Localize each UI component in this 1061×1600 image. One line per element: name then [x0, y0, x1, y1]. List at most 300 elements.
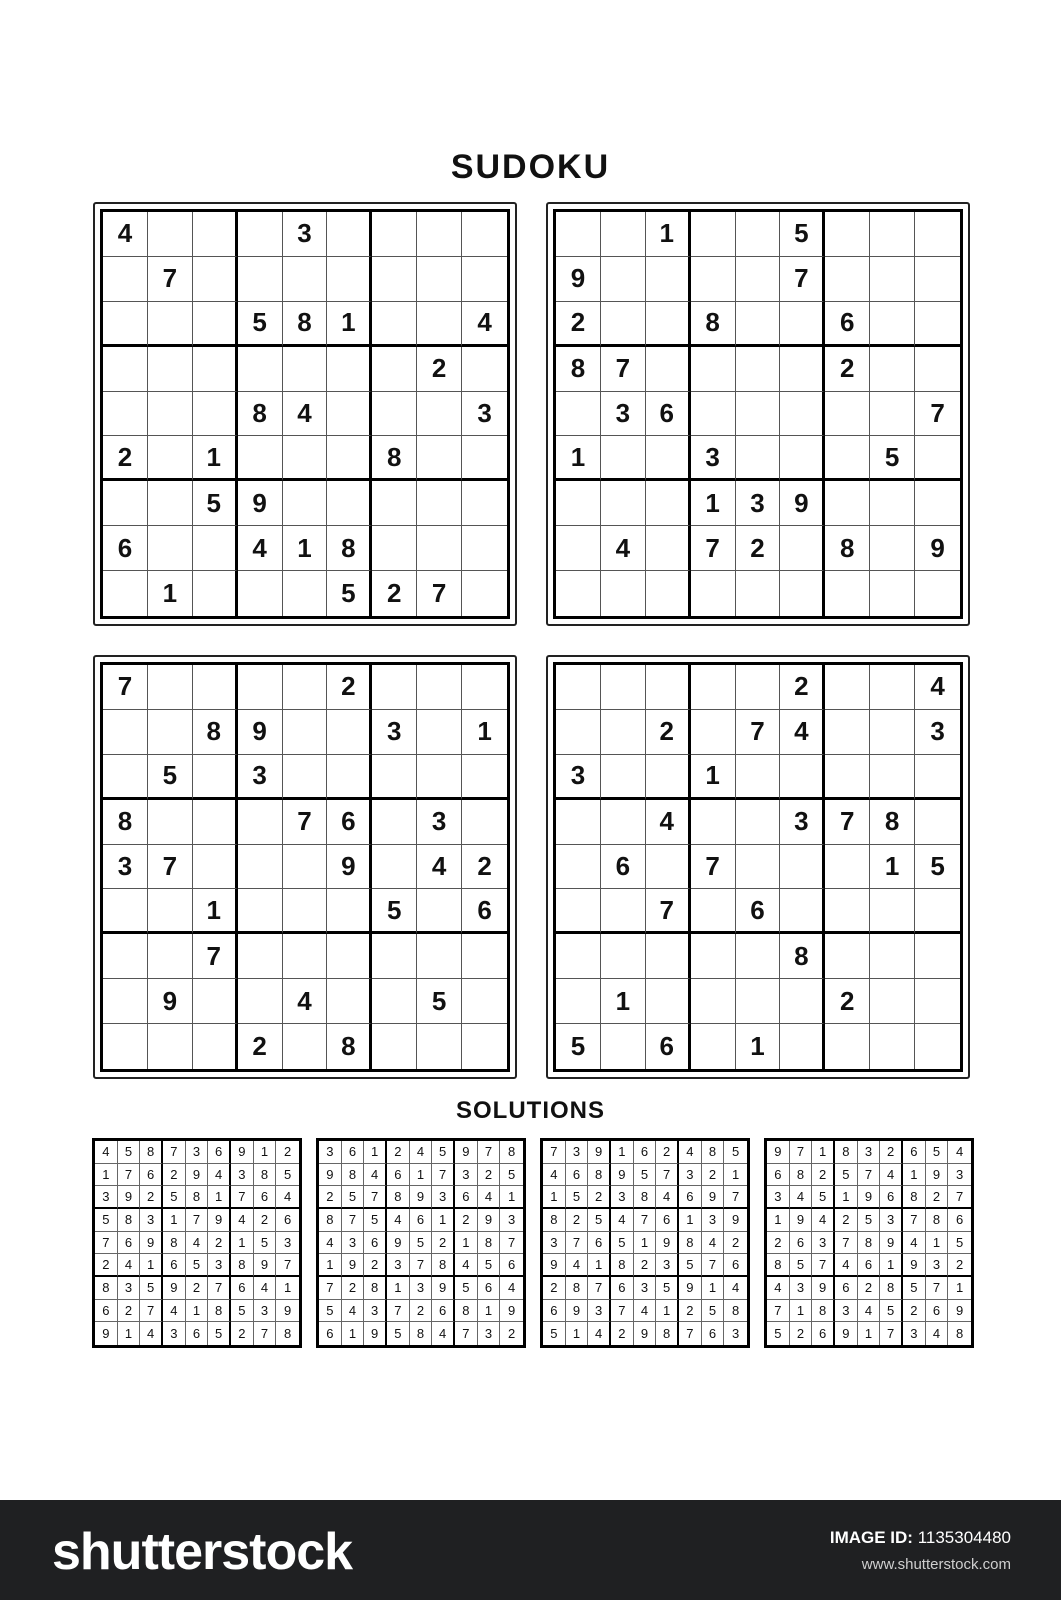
puzzle-cell — [915, 436, 960, 481]
puzzle-cell: 4 — [601, 526, 646, 571]
puzzle-cell — [148, 710, 193, 755]
puzzle-cell: 2 — [417, 347, 462, 392]
puzzle-cell — [148, 934, 193, 979]
solution-cell: 4 — [634, 1300, 657, 1323]
solution-cell: 5 — [410, 1232, 433, 1255]
solution-cell: 4 — [611, 1209, 634, 1232]
puzzle-cell — [103, 755, 148, 800]
puzzle-cell — [462, 481, 507, 526]
puzzle-cell — [462, 436, 507, 481]
solution-cell: 7 — [478, 1141, 501, 1164]
solution-cell: 5 — [812, 1186, 835, 1209]
puzzle-cell — [780, 347, 825, 392]
puzzle-cell — [283, 755, 328, 800]
solution-cell: 4 — [702, 1232, 725, 1255]
solution-cell: 4 — [858, 1300, 881, 1323]
puzzle-cell — [915, 257, 960, 302]
puzzle-cell — [825, 710, 870, 755]
solution-cell: 3 — [364, 1300, 387, 1323]
puzzle-cell — [193, 257, 238, 302]
puzzle-cell: 8 — [870, 800, 915, 845]
solution-cell: 6 — [455, 1186, 478, 1209]
solution-cell: 7 — [611, 1300, 634, 1323]
puzzle-cell — [556, 845, 601, 890]
puzzle-cell — [417, 257, 462, 302]
puzzle-cell: 8 — [283, 302, 328, 347]
solution-cell: 4 — [455, 1254, 478, 1277]
solution-cell: 2 — [508, 1326, 516, 1342]
puzzle-cell: 7 — [780, 257, 825, 302]
solution-cell: 7 — [319, 1277, 342, 1300]
puzzle-cell: 8 — [327, 1024, 372, 1069]
puzzle-grid — [100, 209, 510, 619]
solution-cell: 4 — [588, 1322, 611, 1345]
solution-cell: 3 — [611, 1186, 634, 1209]
puzzle-cell — [103, 934, 148, 979]
solution-cell: 1 — [387, 1277, 410, 1300]
solution-cell: 3 — [208, 1254, 231, 1277]
solution-cell: 1 — [432, 1209, 455, 1232]
puzzle-cell: 8 — [372, 436, 417, 481]
puzzle-cell: 9 — [780, 481, 825, 526]
puzzle-cell — [462, 526, 507, 571]
solution-cell: 3 — [478, 1322, 501, 1345]
solution-cell: 3 — [500, 1209, 523, 1232]
puzzle-cell: 8 — [238, 392, 283, 437]
solution-cell: 5 — [880, 1300, 903, 1323]
solution-cell: 5 — [835, 1164, 858, 1187]
solution-cell: 2 — [432, 1232, 455, 1255]
solution-cell: 5 — [163, 1186, 186, 1209]
puzzle-cell: 2 — [238, 1024, 283, 1069]
puzzle-cell — [870, 212, 915, 257]
puzzle-cell: 3 — [601, 392, 646, 437]
solution-cell: 7 — [140, 1300, 163, 1323]
solution-cell: 6 — [634, 1141, 657, 1164]
puzzle-cell — [825, 1024, 870, 1069]
solution-cell: 4 — [903, 1232, 926, 1255]
page-title: SUDOKU — [450, 148, 611, 186]
puzzle-cell — [556, 571, 601, 616]
solution-cell: 6 — [387, 1164, 410, 1187]
puzzle-cell: 1 — [736, 1024, 781, 1069]
solution-cell: 1 — [812, 1141, 835, 1164]
puzzle-cell — [691, 665, 736, 710]
puzzle-cell — [193, 571, 238, 616]
solution-cell: 7 — [364, 1186, 387, 1209]
solution-cell: 4 — [679, 1141, 702, 1164]
solution-cell: 6 — [500, 1254, 523, 1277]
solution-cell: 5 — [948, 1232, 971, 1255]
solution-cell: 6 — [543, 1300, 566, 1323]
puzzle-cell — [238, 934, 283, 979]
puzzle-cell: 3 — [691, 436, 736, 481]
puzzle-cell: 5 — [238, 302, 283, 347]
puzzle-cell — [193, 392, 238, 437]
solution-cell: 5 — [455, 1277, 478, 1300]
puzzle-cell — [327, 710, 372, 755]
puzzle-cell — [870, 526, 915, 571]
puzzle-cell — [372, 302, 417, 347]
solution-cell: 4 — [140, 1322, 163, 1345]
solution-cell: 6 — [186, 1322, 209, 1345]
solution-cell: 8 — [767, 1254, 790, 1277]
puzzle-cell — [372, 257, 417, 302]
puzzle-cell — [372, 392, 417, 437]
solution-cell: 8 — [566, 1277, 589, 1300]
puzzle-cell: 3 — [238, 755, 283, 800]
solution-cell: 2 — [656, 1141, 679, 1164]
solution-cell: 3 — [732, 1326, 740, 1342]
puzzle-cell: 3 — [736, 481, 781, 526]
solution-grid-3 — [540, 1138, 750, 1348]
puzzle-cell — [825, 212, 870, 257]
puzzle-cell — [556, 481, 601, 526]
puzzle-cell — [103, 302, 148, 347]
puzzle-cell: 3 — [103, 845, 148, 890]
puzzle-cell: 4 — [283, 979, 328, 1024]
solution-cell: 2 — [319, 1186, 342, 1209]
puzzle-cell — [283, 665, 328, 710]
solution-cell: 4 — [208, 1164, 231, 1187]
puzzle-cell — [601, 257, 646, 302]
solution-cell: 7 — [702, 1254, 725, 1277]
puzzle-cell — [327, 755, 372, 800]
puzzle-cell — [462, 665, 507, 710]
puzzle-cell — [736, 571, 781, 616]
solution-cell: 8 — [163, 1232, 186, 1255]
puzzle-cell — [327, 979, 372, 1024]
solution-cell: 7 — [208, 1277, 231, 1300]
solution-cell: 5 — [319, 1300, 342, 1323]
puzzle-cell — [327, 257, 372, 302]
solution-cell: 6 — [880, 1186, 903, 1209]
puzzle-cell — [691, 257, 736, 302]
puzzle-cell — [780, 571, 825, 616]
solution-cell: 4 — [276, 1186, 299, 1209]
puzzle-cell — [646, 755, 691, 800]
puzzle-cell — [870, 1024, 915, 1069]
puzzle-cell: 3 — [372, 710, 417, 755]
solution-cell: 6 — [478, 1277, 501, 1300]
solution-cell: 9 — [656, 1232, 679, 1255]
solution-cell: 7 — [767, 1300, 790, 1323]
solution-cell: 5 — [724, 1141, 747, 1164]
solution-cell: 5 — [254, 1232, 277, 1255]
solution-cell: 4 — [118, 1254, 141, 1277]
solution-cell: 8 — [284, 1326, 292, 1342]
solution-cell: 8 — [790, 1164, 813, 1187]
puzzle-cell — [372, 755, 417, 800]
puzzle-cell — [825, 257, 870, 302]
solution-cell: 8 — [903, 1186, 926, 1209]
solution-cell: 6 — [926, 1300, 949, 1323]
solution-cell: 5 — [342, 1186, 365, 1209]
solution-cell: 2 — [543, 1277, 566, 1300]
puzzle-cell: 7 — [736, 710, 781, 755]
solution-cell: 8 — [702, 1141, 725, 1164]
solution-cell: 6 — [812, 1322, 835, 1345]
solution-cell: 9 — [208, 1209, 231, 1232]
solution-cell: 6 — [231, 1277, 254, 1300]
solution-cell: 8 — [455, 1300, 478, 1323]
solution-cell: 5 — [208, 1322, 231, 1345]
solution-cell: 2 — [140, 1186, 163, 1209]
puzzle-cell: 9 — [915, 526, 960, 571]
puzzle-cell — [691, 934, 736, 979]
puzzle-cell — [462, 979, 507, 1024]
puzzle-cell — [103, 481, 148, 526]
puzzle-cell — [691, 347, 736, 392]
puzzle-cell — [691, 212, 736, 257]
solution-cell: 3 — [835, 1300, 858, 1323]
puzzle-cell — [780, 889, 825, 934]
puzzle-cell: 5 — [915, 845, 960, 890]
solution-cell: 1 — [926, 1232, 949, 1255]
solution-cell: 1 — [455, 1232, 478, 1255]
solution-cell: 2 — [880, 1141, 903, 1164]
solution-cell: 7 — [724, 1186, 747, 1209]
puzzle-cell — [417, 481, 462, 526]
puzzle-cell — [646, 347, 691, 392]
solution-cell: 5 — [231, 1300, 254, 1323]
puzzle-cell: 2 — [736, 526, 781, 571]
solution-cell: 9 — [186, 1164, 209, 1187]
solution-cell: 3 — [95, 1186, 118, 1209]
puzzle-cell — [915, 571, 960, 616]
puzzle-cell: 6 — [825, 302, 870, 347]
solution-cell: 9 — [432, 1277, 455, 1300]
puzzle-cell: 1 — [327, 302, 372, 347]
puzzle-cell — [238, 845, 283, 890]
solution-cell: 2 — [679, 1300, 702, 1323]
puzzle-cell — [417, 755, 462, 800]
puzzle-cell — [148, 212, 193, 257]
puzzle-cell: 2 — [825, 347, 870, 392]
puzzle-cell: 2 — [825, 979, 870, 1024]
puzzle-cell — [825, 665, 870, 710]
puzzle-cell — [870, 347, 915, 392]
puzzle-cell — [417, 526, 462, 571]
solution-cell: 7 — [903, 1209, 926, 1232]
solution-cell: 9 — [254, 1254, 277, 1277]
solution-cell: 2 — [410, 1300, 433, 1323]
puzzle-cell: 4 — [780, 710, 825, 755]
puzzle-cell — [556, 392, 601, 437]
puzzle-cell — [148, 347, 193, 392]
puzzle-cell: 5 — [417, 979, 462, 1024]
solution-cell: 6 — [702, 1322, 725, 1345]
puzzle-cell — [238, 436, 283, 481]
solution-cell: 4 — [478, 1186, 501, 1209]
sudoku-puzzle-2 — [546, 202, 970, 626]
solution-cell: 2 — [364, 1254, 387, 1277]
solution-cell: 6 — [566, 1164, 589, 1187]
solution-cell: 7 — [276, 1254, 299, 1277]
puzzle-cell: 2 — [462, 845, 507, 890]
solution-cell: 9 — [903, 1254, 926, 1277]
puzzle-cell — [103, 571, 148, 616]
solution-cell: 1 — [410, 1164, 433, 1187]
puzzle-cell — [283, 436, 328, 481]
puzzle-cell — [825, 392, 870, 437]
sudoku-puzzle-4 — [546, 655, 970, 1079]
solution-cell: 7 — [500, 1232, 523, 1255]
puzzle-cell — [556, 889, 601, 934]
solution-cell: 8 — [208, 1300, 231, 1323]
puzzle-cell: 2 — [646, 710, 691, 755]
solution-cell: 1 — [118, 1322, 141, 1345]
solution-cell: 8 — [835, 1141, 858, 1164]
solution-cell: 4 — [231, 1209, 254, 1232]
solution-cell: 9 — [95, 1322, 118, 1345]
solution-cell: 1 — [903, 1164, 926, 1187]
puzzle-cell: 6 — [646, 392, 691, 437]
solution-cell: 9 — [835, 1322, 858, 1345]
puzzle-cell: 1 — [646, 212, 691, 257]
puzzle-cell: 1 — [193, 889, 238, 934]
solution-cell: 6 — [948, 1209, 971, 1232]
puzzle-cell — [417, 436, 462, 481]
puzzle-cell — [780, 979, 825, 1024]
puzzle-cell — [283, 571, 328, 616]
puzzle-cell: 1 — [601, 979, 646, 1024]
puzzle-cell: 7 — [283, 800, 328, 845]
solution-cell: 9 — [118, 1186, 141, 1209]
solution-cell: 5 — [478, 1254, 501, 1277]
solution-cell: 9 — [588, 1141, 611, 1164]
solution-cell: 2 — [903, 1300, 926, 1323]
puzzle-cell: 7 — [915, 392, 960, 437]
brand-logo-text: shutterstock — [52, 1523, 353, 1581]
solution-cell: 3 — [634, 1277, 657, 1300]
puzzle-cell — [691, 979, 736, 1024]
puzzle-cell — [646, 665, 691, 710]
site-url: www.shutterstock.com — [861, 1556, 1011, 1573]
solution-cell: 7 — [95, 1232, 118, 1255]
puzzle-cell: 8 — [103, 800, 148, 845]
solution-cell: 6 — [903, 1141, 926, 1164]
solution-cell: 8 — [231, 1254, 254, 1277]
puzzle-cell — [193, 845, 238, 890]
puzzle-cell: 7 — [646, 889, 691, 934]
puzzle-cell — [283, 710, 328, 755]
puzzle-cell: 4 — [103, 212, 148, 257]
solution-cell: 7 — [858, 1164, 881, 1187]
solution-cell: 8 — [956, 1326, 964, 1342]
puzzle-cell: 2 — [372, 571, 417, 616]
puzzle-cell — [103, 1024, 148, 1069]
puzzle-cell: 8 — [780, 934, 825, 979]
puzzle-cell — [646, 257, 691, 302]
solution-cell: 6 — [611, 1277, 634, 1300]
solution-cell: 9 — [858, 1186, 881, 1209]
solution-cell: 7 — [880, 1322, 903, 1345]
puzzle-cell — [736, 302, 781, 347]
solution-cell: 5 — [767, 1322, 790, 1345]
solution-cell: 4 — [186, 1232, 209, 1255]
solution-cell: 2 — [387, 1141, 410, 1164]
solution-cell: 9 — [387, 1232, 410, 1255]
solution-cell: 2 — [926, 1186, 949, 1209]
solution-cell: 8 — [858, 1232, 881, 1255]
puzzle-cell: 6 — [103, 526, 148, 571]
puzzle-cell — [691, 392, 736, 437]
puzzle-cell — [646, 302, 691, 347]
puzzle-cell: 4 — [915, 665, 960, 710]
puzzle-cell — [736, 392, 781, 437]
solution-cell: 1 — [231, 1232, 254, 1255]
puzzle-cell — [327, 392, 372, 437]
puzzle-cell — [372, 212, 417, 257]
solution-cell: 7 — [812, 1254, 835, 1277]
solution-cell: 2 — [95, 1254, 118, 1277]
solution-cell: 7 — [543, 1141, 566, 1164]
solution-cell: 3 — [880, 1209, 903, 1232]
solution-cell: 6 — [790, 1232, 813, 1255]
solution-cell: 2 — [948, 1254, 971, 1277]
puzzle-cell — [103, 347, 148, 392]
puzzle-cell — [148, 302, 193, 347]
puzzle-cell: 4 — [283, 392, 328, 437]
solution-cell: 9 — [276, 1300, 299, 1323]
solution-cell: 7 — [948, 1186, 971, 1209]
puzzle-cell — [193, 347, 238, 392]
puzzle-grid — [100, 662, 510, 1072]
solution-cell: 8 — [812, 1300, 835, 1323]
solution-cell: 6 — [276, 1209, 299, 1232]
puzzle-cell: 8 — [825, 526, 870, 571]
puzzle-cell — [417, 212, 462, 257]
puzzle-cell — [103, 392, 148, 437]
solution-cell: 8 — [364, 1277, 387, 1300]
solution-cell: 8 — [880, 1277, 903, 1300]
solution-cell: 3 — [319, 1141, 342, 1164]
solution-cell: 3 — [254, 1300, 277, 1323]
puzzle-cell — [193, 979, 238, 1024]
puzzle-cell — [736, 436, 781, 481]
solution-cell: 1 — [679, 1209, 702, 1232]
solution-cell: 7 — [634, 1209, 657, 1232]
solution-cell: 6 — [364, 1232, 387, 1255]
puzzle-cell — [825, 889, 870, 934]
solution-cell: 4 — [254, 1277, 277, 1300]
solution-cell: 5 — [500, 1164, 523, 1187]
solution-cell: 9 — [140, 1232, 163, 1255]
puzzle-cell: 4 — [417, 845, 462, 890]
puzzle-cell: 5 — [193, 481, 238, 526]
solution-cell: 5 — [790, 1254, 813, 1277]
puzzle-cell — [601, 710, 646, 755]
solution-cell: 1 — [790, 1300, 813, 1323]
puzzle-cell: 1 — [870, 845, 915, 890]
solution-cell: 1 — [500, 1186, 523, 1209]
solution-cell: 7 — [566, 1232, 589, 1255]
puzzle-cell: 5 — [372, 889, 417, 934]
image-id-label: IMAGE ID: — [829, 1528, 913, 1547]
puzzle-cell — [780, 526, 825, 571]
puzzle-cell — [601, 571, 646, 616]
solution-cell: 8 — [140, 1141, 163, 1164]
puzzle-cell — [148, 665, 193, 710]
puzzle-cell — [148, 1024, 193, 1069]
solution-cell: 2 — [118, 1300, 141, 1323]
solution-cell: 2 — [702, 1164, 725, 1187]
puzzle-cell — [870, 481, 915, 526]
puzzle-cell — [327, 436, 372, 481]
solution-cell: 6 — [118, 1232, 141, 1255]
solution-cell: 1 — [611, 1141, 634, 1164]
